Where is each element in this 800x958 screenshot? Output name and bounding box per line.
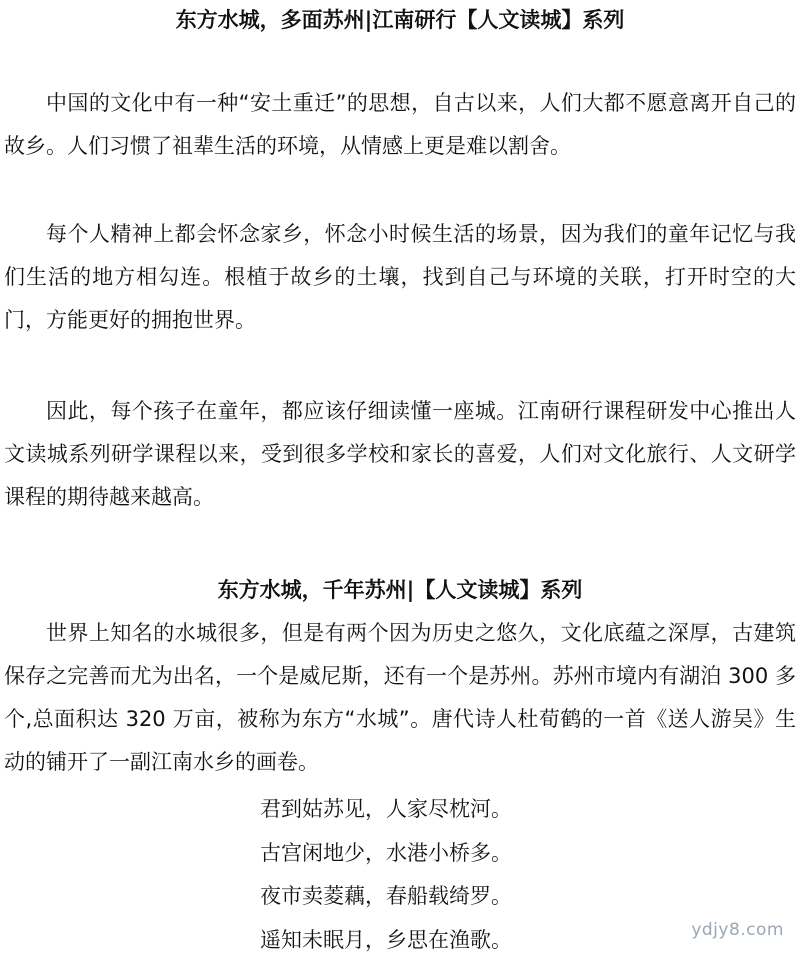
poem-line: 遥知未眠月，乡思在渔歌。 bbox=[260, 928, 512, 952]
poem-line: 古宫闲地少，水港小桥多。 bbox=[260, 841, 512, 865]
paragraph-1: 中国的文化中有一种“安土重迁”的思想，自古以来，人们大都不愿意离开自己的故乡。人们习惯了祖辈生活的环境，从情感上更是难以割舍。 bbox=[4, 91, 796, 158]
paragraph-2: 每个人精神上都会怀念家乡，怀念小时候生活的场景，因为我们的童年记忆与我们生活的地方相勾连。根植于故乡的土壤，找到自己与环境的关联，打开时空的大门，方能更好的拥抱世界。 bbox=[4, 222, 796, 332]
poem-line: 夜市卖菱藕，春船载绮罗。 bbox=[260, 884, 512, 908]
watermark: ydjy8.com bbox=[691, 920, 784, 940]
paragraph-4: 世界上知名的水城很多，但是有两个因为历史之悠久，文化底蕴之深厚，古建筑保存之完善而尤为出名，一个是威尼斯，还有一个是苏州。苏州市境内有湖泊 300 多个,总面积达 320 万亩，被称为东方“水城”。唐代诗人杜荀鹤的一首《送人游吴》生动的铺开了一副江南水乡的画卷。 bbox=[4, 621, 796, 774]
section-heading-2: 东方水城，千年苏州|【人文读城】系列 bbox=[217, 578, 583, 602]
paragraph-3: 因此，每个孩子在童年，都应该仔细读懂一座城。江南研行课程研发中心推出人文读城系列研学课程以来，受到很多学校和家长的喜爱，人们对文化旅行、人文研学课程的期待越来越高。 bbox=[4, 399, 796, 509]
section-heading-1: 东方水城，多面苏州|江南研行【人文读城】系列 bbox=[175, 8, 625, 32]
poem-line: 君到姑苏见，人家尽枕河。 bbox=[260, 797, 512, 821]
